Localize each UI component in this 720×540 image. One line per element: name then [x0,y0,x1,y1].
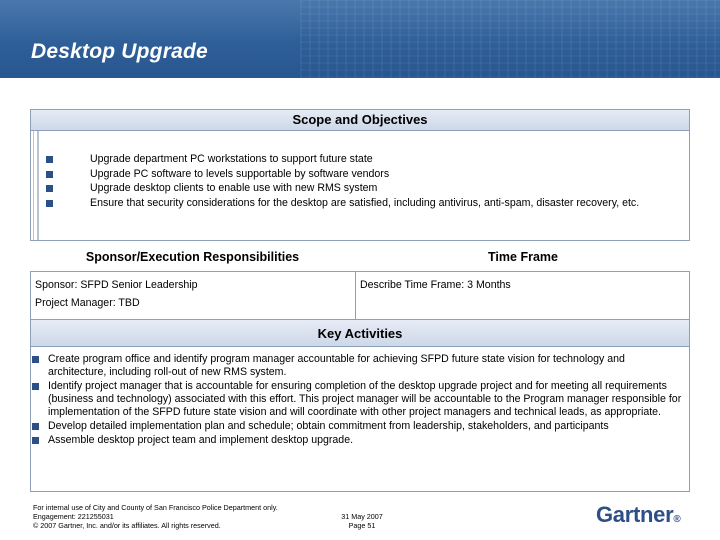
footer-date-page [332,512,392,530]
square-bullet-icon [32,437,39,444]
logo-registered-mark: ® [673,514,681,525]
footer-usage-line: For internal use of City and County of San Francisco Police Department only. [33,503,278,512]
footer-notice [33,503,278,531]
scope-list [41,153,686,211]
timeframe-box [356,271,690,319]
footer-date: 31 May 2007 [341,512,383,521]
footer-engagement-line: Engagement: 221255031 [33,512,114,522]
scope-item-text: Upgrade desktop clients to enable use with new RMS system [90,182,378,194]
page-title: Desktop Upgrade [31,40,208,63]
logo-text: Gartner [596,502,674,527]
square-bullet-icon [32,356,39,363]
key-activities-box [30,347,690,492]
title-banner [0,0,720,78]
gartner-logo [596,502,680,528]
list-item [31,380,686,419]
footer-copyright-line: © 2007 Gartner, Inc. and/or its affiliates. All rights reserved. [33,521,221,531]
key-activities-heading: Key Activities [30,319,690,347]
banner-texture [300,0,720,78]
activity-text: Create program office and identify program manager accountable for achieving SFPD future state vision for technology and architecture, including roll-out of new RMS system. [48,353,625,378]
activity-text: Assemble desktop project team and implement desktop upgrade. [48,434,354,446]
sponsor-heading: Sponsor/Execution Responsibilities [85,250,300,264]
activity-text: Identify project manager that is accountable for ensuring completion of the desktop upgrade project and for meeting all requirements (business and technology) associated with this effort. This project manager will be accountable to the Program manager responsible for implementation of the SFPD future state vision and will coordinate with other project managers and technical leads, as appropriate. [48,380,682,418]
scope-item-text: Ensure that security considerations for the desktop are satisfied, including antivirus, anti-spam, disaster recovery, etc. [90,196,640,209]
list-item [41,168,686,183]
square-bullet-icon [32,423,39,430]
sponsor-box [30,271,356,319]
scope-heading: Scope and Objectives [30,109,690,131]
list-item [31,420,686,433]
scope-divider [37,131,39,240]
scope-item-text: Upgrade department PC workstations to support future state [90,153,373,165]
timeframe-heading: Time Frame [488,250,558,264]
square-bullet-icon [46,171,53,178]
scope-item-text: Upgrade PC software to levels supportable by software vendors [90,167,390,180]
square-bullet-icon [46,185,53,192]
footer-page-number: Page 51 [348,521,376,531]
scope-divider [33,131,34,240]
scope-box [30,131,690,241]
square-bullet-icon [32,383,39,390]
list-item [41,153,686,168]
square-bullet-icon [46,200,53,207]
square-bullet-icon [46,156,53,163]
list-item [31,434,686,447]
activity-text: Develop detailed implementation plan and schedule; obtain commitment from leadership, stakeholders, and participants [48,420,609,432]
list-item [31,353,686,379]
sponsor-line: Sponsor: SFPD Senior Leadership [35,279,198,291]
list-item [41,197,686,212]
project-manager-line: Project Manager: TBD [35,297,140,309]
key-activities-list [31,353,686,448]
list-item [41,182,686,197]
timeframe-text: Describe Time Frame: 3 Months [360,279,511,291]
